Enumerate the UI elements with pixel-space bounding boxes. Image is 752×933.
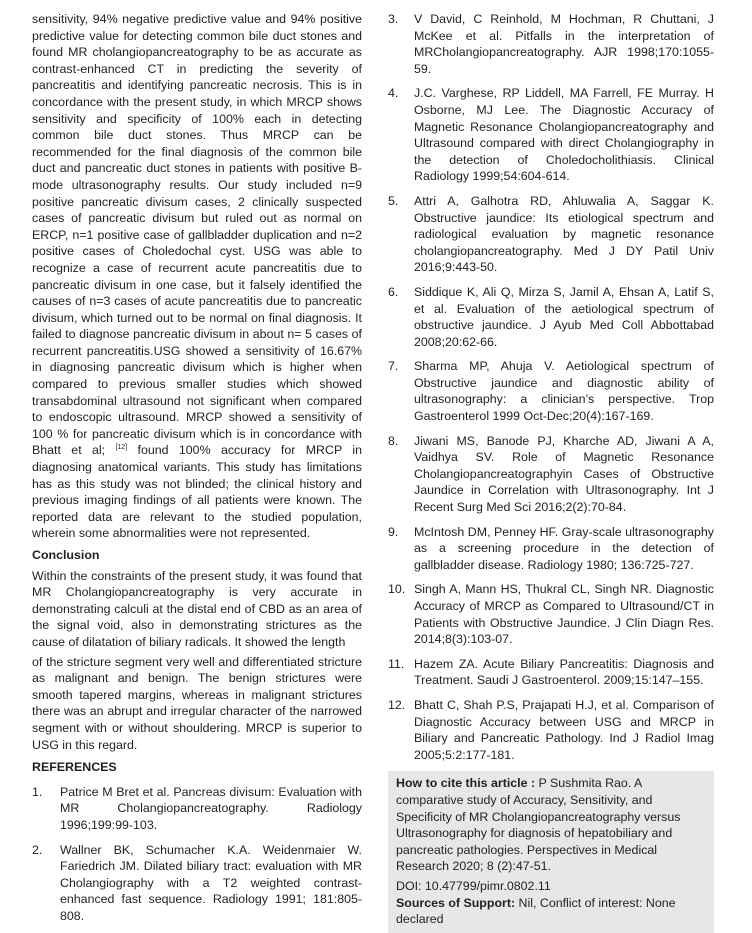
reference-item	[388, 358, 714, 424]
how-to-cite-label: How to cite this article :	[396, 776, 536, 791]
reference-text: Bhatt C, Shah P.S, Prajapati H.J, et al. Comparison of Diagnostic Accuracy between USG and MRCP in Biliary and Pancreatic Pathology. Ind J Radiol Imag 2005;5:2:177-181.	[414, 697, 714, 762]
citation-box	[388, 771, 714, 932]
reference-text: V David, C Reinhold, M Hochman, R Chuttani, J McKee et al. Pitfalls in the interpretation of MRCholangiopancreatography. AJR 1998;170:1055-59.	[414, 12, 714, 76]
reference-item	[32, 842, 362, 925]
reference-text: Attri A, Galhotra RD, Ahluwalia A, Saggar K. Obstructive jaundice: Its etiological spectrum and radiological evaluation by magnetic resonance cholangiopancreatography. Med J DY Patil Univ 2016;9:443-50.	[414, 193, 714, 275]
reference-item	[388, 193, 714, 276]
reference-number: 3.	[388, 12, 399, 26]
reference-item	[388, 581, 714, 647]
reference-number: 1.	[32, 784, 43, 799]
sources-of-support	[396, 895, 706, 928]
reference-item	[388, 11, 714, 77]
reference-text: Siddique K, Ali Q, Mirza S, Jamil A, Ehsan A, Latif S, et al. Evaluation of the aetiological spectrum of obstructive jaundice. J Ayub Med Coll Abbottabad 2008;20:62-66.	[414, 284, 714, 349]
reference-item	[388, 656, 714, 689]
reference-text: J.C. Varghese, RP Liddell, MA Farrell, FE Murray. H Osborne, MJ Lee. The Diagnostic Accuracy of Magnetic Resonance Cholangiopancreatography and Ultrasound compared with direct Cholangiography in the detection of Choledocholithiasis. Clinical Radiology 1999;54:604-614.	[414, 86, 714, 184]
reference-text: McIntosh DM, Penney HF. Gray-scale ultrasonography as a screening procedure in the detection of gallbladder disease. Radiology 1980; 136:725-727.	[414, 524, 714, 572]
citation-superscript: [12]	[115, 444, 128, 452]
reference-item	[388, 284, 714, 350]
references-heading: REFERENCES	[32, 760, 117, 775]
reference-number: 4.	[388, 86, 399, 101]
reference-number: 10.	[388, 582, 406, 597]
support-label: Sources of Support:	[396, 895, 516, 910]
reference-number: 12.	[388, 697, 406, 712]
discussion-paragraph: sensitivity, 94% negative predictive value and 94% positive predictive value for detecting common bile duct stones and found MR cholangiopancreatography to be as accurate as contrast-enhanced CT in predicting the severity of pancreatitis and identifying pancreatic necrosis. This is in concordance with the present study, in which MRCP shows sensitivity and specificity of 100% each in detecting common bile duct stones. Thus MRCP can be recommended for the final diagnosis of the common bile duct and pancreatic duct stones in patients with positive B-mode ultrasonography results. Our study included n=9 positive pancreatic divisum cases, 2 clinically suspected cases of pancreatic divisum but ruled out as normal on ERCP, n=1 positive case of gallbladder duplication and n=2 positive cases of Choledochal cyst. USG was able to recognize a case of recurrent acute pancreatitis due to pancreatic divisum in one case, but it falsely identified the causes of n=3 cases of acute pancreatitis due to pancreatic divisum, which turned out to be normal on final diagnosis. It failed to diagnose pancreatic divisum in about n= 5 cases of recurrent pancreatitis.USG showed a sensitivity of 16.67% in diagnosing pancreatic divisum which is higher when compared to previous smaller studies which showed transabdominal ultrasound not significant when compared to endoscopic ultrasound. MRCP showed a sensitivity of 100 % for pancreatic divisum which is in concordance with Bhatt et al; [12] found 100% accuracy for MRCP in diagnosing anatomical variants. This study has limitations has as this study was not blinded; the clinical history and previous imaging findings of all patients were known. The reported data are relevant to the studied population, wherein some abnormalities were not represented.	[32, 12, 363, 541]
reference-number: 11.	[388, 656, 405, 671]
right-column	[388, 11, 714, 933]
reference-number: 9.	[388, 524, 399, 539]
reference-text: Singh A, Mann HS, Thukral CL, Singh NR. Diagnostic Accuracy of MRCP as Compared to Ultrasound/CT in Patients with Obstructive Jaundice. J Clin Diagn Res. 2014;8(3):103-07.	[414, 582, 714, 647]
reference-number: 8.	[388, 433, 399, 448]
reference-number: 6.	[388, 284, 399, 299]
support-text: Nil, Conflict of interest: None declared	[396, 895, 676, 927]
doi-text: DOI: 10.47799/pimr.0802.11	[396, 878, 551, 893]
reference-item	[32, 784, 362, 834]
conclusion-paragraph-1: Within the constraints of the present study, it was found that MR Cholangiopancreatography is very accurate in demonstrating calculi at the distal end of CBD as an area of the signal void, also in demonstrating strictures as the cause of dilatation of biliary radicals. It showed the length	[32, 568, 362, 649]
how-to-cite	[396, 775, 706, 875]
how-to-cite-text: P Sushmita Rao. A comparative study of Accuracy, Sensitivity, and Specificity of MR Cholangiopancreatography versus Ultrasonography for diagnosis of hepatobiliary and pancreatic pathologies. Perspectives in Medical Research 2020; 8 (2):47-51.	[396, 776, 681, 874]
reference-item	[388, 85, 714, 185]
reference-number: 7.	[388, 359, 399, 374]
left-column	[32, 11, 362, 932]
reference-number: 2.	[32, 842, 43, 857]
reference-text: Patrice M Bret et al. Pancreas divisum: Evaluation with MR Cholangiopancreatography. Radiology 1996;199:99-103.	[60, 784, 362, 832]
reference-item	[388, 697, 714, 763]
reference-text: Jiwani MS, Banode PJ, Kharche AD, Jiwani A A, Vaidhya SV. Role of Magnetic Resonance Cholangiopancreatographyin Cases of Obstructive Jaundice in Correlation with Ultrasonography. Int J Recent Surg Med Sci 2016;2(2):70-84.	[414, 433, 714, 515]
reference-item	[388, 524, 714, 574]
reference-text: Hazem ZA. Acute Biliary Pancreatitis: Diagnosis and Treatment. Saudi J Gastroenterol. 2009;15:147–155.	[414, 656, 714, 688]
reference-item	[388, 433, 714, 516]
conclusion-paragraph-2: of the stricture segment very well and differentiated stricture as malignant and benign. The benign strictures were smooth tapered margins, whereas in malignant strictures there was an abrupt and irregular character of the narrowed segment with or without shouldering. MRCP is superior to USG in this regard.	[32, 654, 362, 752]
reference-text: Sharma MP, Ahuja V. Aetiological spectrum of Obstructive jaundice and diagnostic ability of ultrasonography: a clinician’s perspective. Trop Gastroenterol 1999 Oct-Dec;20(4):167-169.	[414, 359, 714, 424]
reference-number: 5.	[388, 193, 399, 208]
conclusion-heading: Conclusion	[32, 548, 100, 562]
reference-text: Wallner BK, Schumacher K.A. Weidenmaier W. Fariedrich JM. Dilated biliary tract: evaluation with MR Cholangiography with a T2 weighted contrast-enhanced fast sequence. Radiology 1991; 181:805-808.	[60, 842, 362, 923]
